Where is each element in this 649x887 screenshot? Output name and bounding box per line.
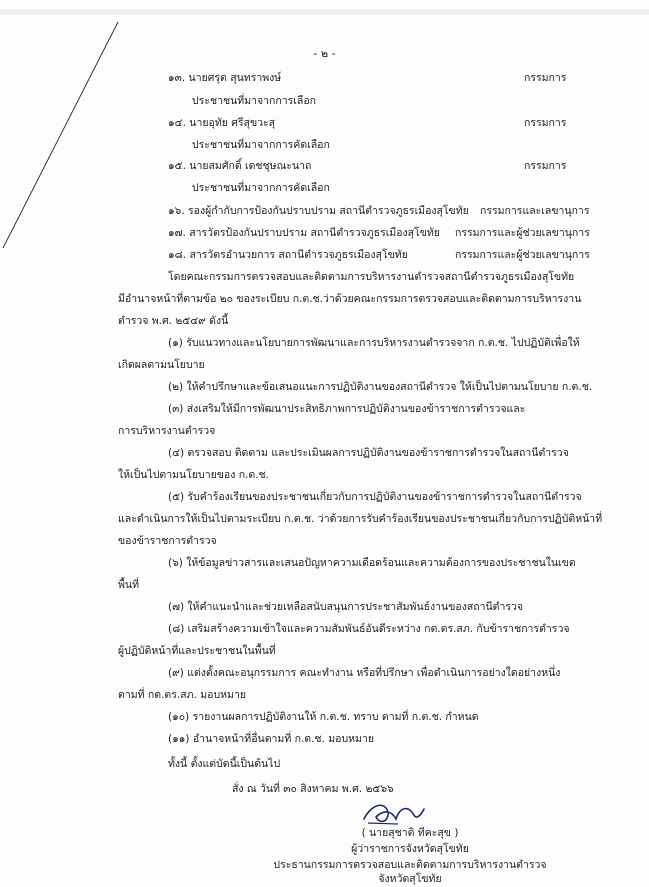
member-15-name: ๑๕. นายสมศักดิ์ เดชชุษณะนาถ	[168, 160, 312, 172]
duty-8: (๘) เสริมสร้างความเข้าใจและความสัมพันธ์อันดีระหว่าง กต.ตร.สภ. กับข้าราชการตำรวจ	[168, 623, 570, 635]
officer-16: ๑๖. รองผู้กำกับการป้องกันปราบปราม สถานีตำรวจภูธรเมืองสุโขทัย	[168, 205, 469, 217]
member-15-source: ประชาชนที่มาจากการคัดเลือก	[192, 182, 330, 194]
effective-statement: ทั้งนี้ ตั้งแต่บัดนี้เป็นต้นไป	[168, 758, 281, 770]
member-14-role: กรรมการ	[524, 117, 567, 129]
duty-7: (๗) ให้คำแนะนำและช่วยเหลือสนับสนุนการประชาสัมพันธ์งานของสถานีตำรวจ	[168, 601, 524, 613]
duty-5-cont-1: และดำเนินการให้เป็นไปตามระเบียบ ก.ต.ช. ว่าด้วยการรับคำร้องเรียนของประชาชนเกี่ยวกับการปฏิบัติหน้าที่	[118, 513, 603, 525]
duty-3-cont: การบริหารงานตำรวจ	[118, 425, 216, 437]
officer-17: ๑๗. สารวัตรป้องกันปราบปราม สถานีตำรวจภูธรเมืองสุโขทัย	[168, 227, 440, 239]
duty-1-cont: เกิดผลตามนโยบาย	[118, 359, 205, 371]
duty-9: (๙) แต่งตั้งคณะอนุกรรมการ คณะทำงาน หรือที่ปรึกษา เพื่อดำเนินการอย่างใดอย่างหนึ่ง	[168, 667, 561, 679]
member-13-source: ประชาชนที่มาจากการเลือก	[192, 95, 316, 107]
duty-1: (๑) รับแนวทางและนโยบายการพัฒนาและการบริหารงานตำรวจจาก ก.ต.ช. ไปปฏิบัติเพื่อให้	[168, 337, 580, 349]
duty-4: (๔) ตรวจสอบ ติดตาม และประเมินผลการปฏิบัติงานของข้าราชการตำรวจในสถานีตำรวจ	[168, 447, 569, 459]
duty-5: (๕) รับคำร้องเรียนของประชาชนเกี่ยวกับการปฏิบัติงานของข้าราชการตำรวจในสถานีตำรวจ	[168, 491, 582, 503]
page-number: - ๒ -	[313, 47, 336, 60]
signer-name: ( นายสุชาติ ทีคะสุข )	[361, 827, 459, 839]
duty-6: (๖) ให้ข้อมูลข่าวสารและเสนอปัญหาความเดือดร้อนและความต้องการของประชาชนในเขต	[168, 557, 576, 569]
member-14-source: ประชาชนที่มาจากการคัดเลือก	[192, 139, 330, 151]
duty-6-cont: พื้นที่	[118, 579, 140, 591]
intro-line-1: โดยคณะกรรมการตรวจสอบและติดตามการบริหารงานตำรวจสถานีตำรวจภูธรเมืองสุโขทัย	[168, 271, 575, 283]
member-13-name: ๑๓. นายศรุต สุนทราพงษ์	[168, 72, 282, 84]
duty-11: (๑๑) อำนาจหน้าที่อื่นตามที่ ก.ต.ช. มอบหมาย	[168, 733, 375, 745]
duty-8-cont: ผู้ปฏิบัติหน้าที่และประชาชนในพื้นที่	[118, 645, 276, 657]
duty-3: (๓) ส่งเสริมให้มีการพัฒนาประสิทธิภาพการปฏิบัติงานของข้าราชการตำรวจและ	[168, 403, 526, 415]
duty-2: (๒) ให้คำปรึกษาและข้อเสนอแนะการปฏิบัติงานของสถานีตำรวจ ให้เป็นไปตามนโยบาย ก.ต.ช.	[168, 381, 593, 393]
officer-17-role: กรรมการและผู้ช่วยเลขานุการ	[455, 227, 590, 239]
intro-line-3: ตำรวจ พ.ศ. ๒๕๔๙ ดังนี้	[118, 315, 229, 327]
signer-title-province: จังหวัดสุโขทัย	[378, 873, 442, 885]
order-date: สั่ง ณ วันที่ ๓๐ สิงหาคม พ.ศ. ๒๕๖๖	[232, 783, 394, 795]
signer-title-chair: ประธานกรรมการตรวจสอบและติดตามการบริหารงานตำรวจ	[273, 859, 547, 871]
officer-16-role: กรรมการและเลขานุการ	[480, 205, 590, 217]
intro-line-2: มีอำนาจหน้าที่ตามข้อ ๒๐ ของระเบียบ ก.ต.ช.ว่าด้วยคณะกรรมการตรวจสอบและติดตามการบริหารงาน	[118, 293, 582, 305]
duty-4-cont: ให้เป็นไปตามนโยบายของ ก.ต.ช.	[118, 469, 270, 481]
duty-5-cont-2: ของข้าราชการตำรวจ	[118, 535, 217, 547]
duty-9-cont: ตามที่ กต.ตร.สภ. มอบหมาย	[118, 689, 246, 701]
member-15-role: กรรมการ	[524, 160, 567, 172]
officer-18-role: กรรมการและผู้ช่วยเลขานุการ	[455, 249, 590, 261]
signer-title-governor: ผู้ว่าราชการจังหวัดสุโขทัย	[351, 843, 469, 855]
duty-10: (๑๐) รายงานผลการปฏิบัติงานให้ ก.ต.ช. ทราบ ตามที่ ก.ต.ช. กำหนด	[168, 711, 479, 723]
officer-18: ๑๘. สารวัตรอำนวยการ สถานีตำรวจภูธรเมืองสุโขทัย	[168, 249, 408, 261]
member-13-role: กรรมการ	[524, 72, 567, 84]
member-14-name: ๑๔. นายอุทัย ศรีสุขวะสุ	[168, 117, 276, 129]
